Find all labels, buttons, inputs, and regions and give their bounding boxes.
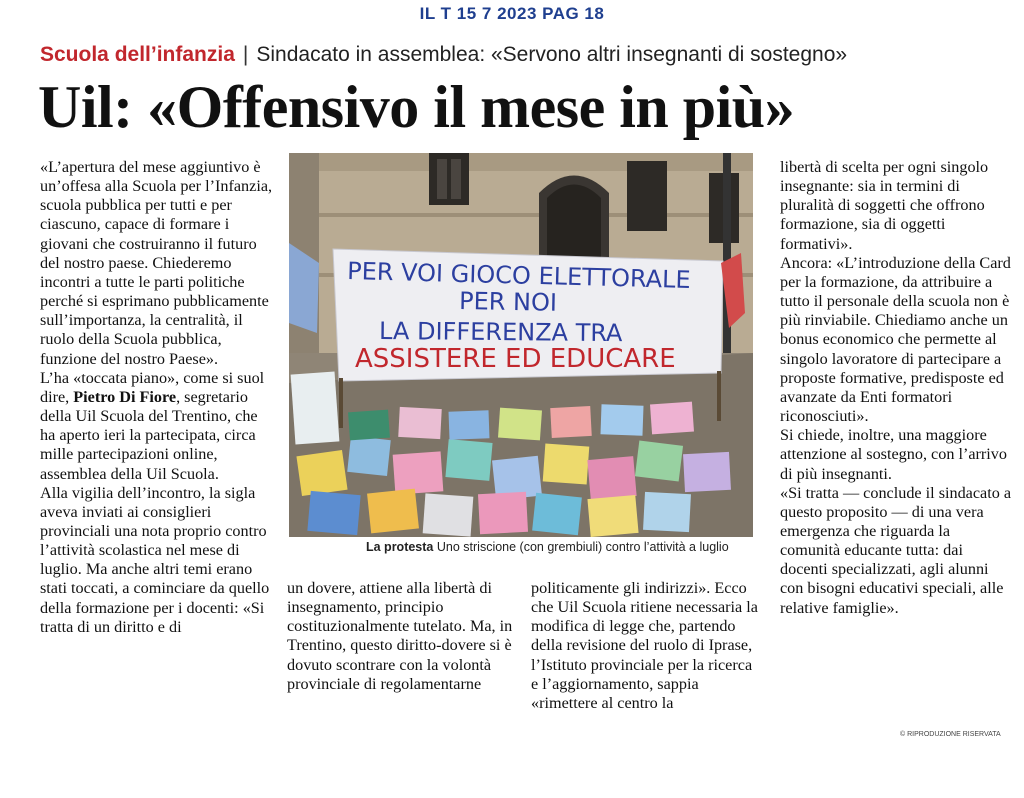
article-paragraph: «L’apertura del mese aggiuntivo è un’offesa alla Scuola per l’Infanzia, scuola pubblica per tutti e per ciascuno, capace di formare i giovani che costruiranno il futuro del nostro paese. Chiederemo incontri a tutte le parti politiche perché si esprimano pubblicamente sull’importanza, la centralità, il ruolo della Scuola pubblica, funzione del nostro Paese».: [40, 158, 273, 368]
protest-photo: [289, 153, 753, 537]
article-paragraph: politicamente gli indirizzi». Ecco che Uil Scuola ritiene necessaria la modifica di legge che, partendo della revisione del ruolo di Iprase, l’Istituto provinciale per la ricerca e l’aggiornamento, sappia «rimettere al centro la: [531, 579, 758, 712]
article-paragraph: [40, 369, 274, 484]
article-paragraph: Ancora: «L’introduzione della Card per la formazione, da attribuire a tutto il personale della scuola non è più rinviabile. Chiediamo anche un bonus economico che permette al singolo lavoratore di partecipare a proposte formative, predisposte ed avanzate da Enti formatori riconosciuti».: [780, 253, 1011, 426]
article-paragraph: un dovere, attiene alla libertà di insegnamento, principio costituzionalmente tutelato. Ma, in Trentino, questo diritto-dovere si è dovuto scontrare con la volontà provinciale di regolamentarne: [287, 579, 513, 693]
headline: Uil: «Offensivo il mese in più»: [38, 74, 795, 140]
photo-caption: [366, 540, 729, 554]
article-column-4: [780, 158, 1012, 618]
article-text: L’ha «toccata piano», come si suol dire,: [40, 368, 265, 406]
article-column-1: [40, 158, 274, 637]
section-label: Scuola dell’infanzia: [40, 43, 235, 66]
protest-photo-illustration: [289, 153, 753, 537]
article-paragraph: libertà di scelta per ogni singolo insegnante: sia in termini di pluralità di soggetti che offrono formazione, sia di oggetti formativi».: [780, 158, 989, 253]
kicker-subtitle: Sindacato in assemblea: «Servono altri insegnanti di sostegno»: [256, 43, 848, 66]
article-text: , segretario della Uil Scuola del Trentino, che ha aperto ieri la partecipata, circa mille partecipazioni online, assemblea della Uil Scuola.: [40, 387, 258, 483]
article-paragraph: Si chiede, inoltre, una maggiore attenzione al sostegno, con l’arrivo di più insegnanti.: [780, 426, 1007, 483]
article-paragraph: «Si tratta — conclude il sindacato a questo proposito — di una vera emergenza che riguarda la comunità educante tutta: dai docenti specializzati, agli alunni con bisogni educativi speciali, alle relative famiglie».: [780, 483, 1012, 617]
banner-line-4: ASSISTERE ED EDUCARE: [355, 344, 676, 374]
kicker-separator: |: [242, 43, 249, 66]
article-column-3: [531, 579, 763, 713]
person-name: Pietro Di Fiore: [73, 387, 177, 406]
banner-line-3: LA DIFFERENZA TRA: [378, 317, 623, 348]
banner-line-2: PER NOI: [458, 287, 558, 317]
article-column-2: [287, 579, 519, 694]
issue-header: IL T 15 7 2023 PAG 18: [419, 4, 605, 23]
banner-line-1: PER VOI GIOCO ELETTORALE: [346, 257, 691, 294]
copyright-notice: © RIPRODUZIONE RISERVATA: [900, 731, 1001, 738]
article-paragraph: Alla vigilia dell’incontro, la sigla aveva inviati ai consiglieri provinciali una nota proprio contro l’attività scolastica nel mese di luglio. Ma anche altri temi erano stati toccati, a cominciare da quello della formazione per i docenti: «Si tratta di un diritto e di: [40, 483, 270, 636]
caption-text: Uno striscione (con grembiuli) contro l’attività a luglio: [436, 540, 729, 554]
caption-label: La protesta: [366, 540, 434, 554]
kicker: [40, 43, 847, 67]
